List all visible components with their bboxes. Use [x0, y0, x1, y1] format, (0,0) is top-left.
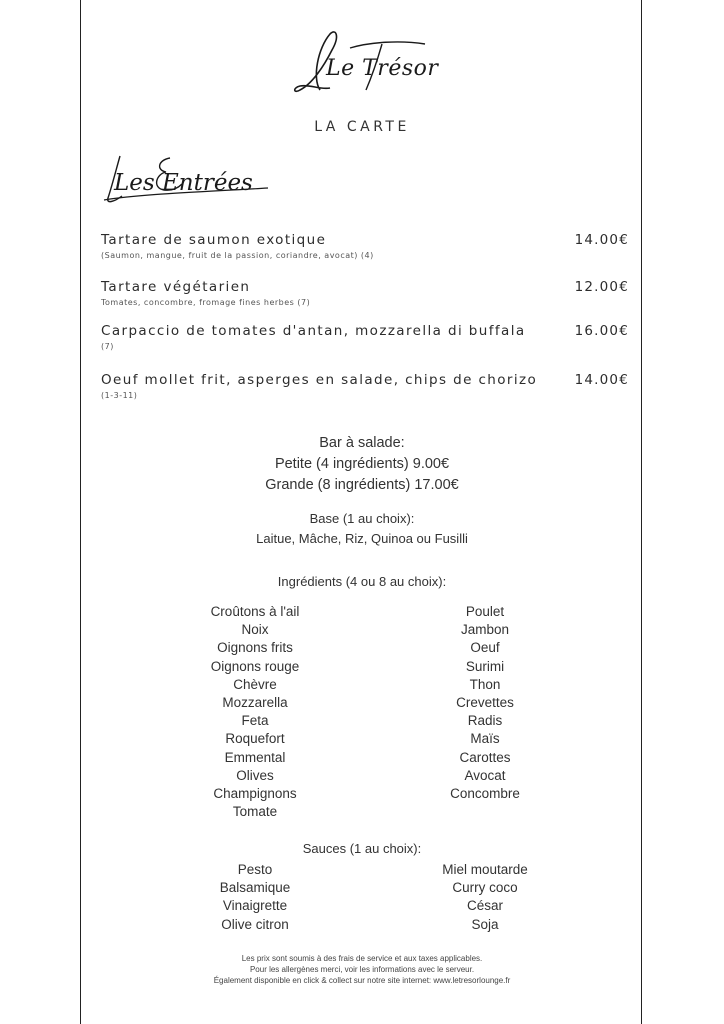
list-item: Surimi	[465, 658, 505, 674]
salad-large-price: Grande (8 ingrédients) 17.00€	[265, 477, 459, 493]
sauces-title	[0, 839, 724, 859]
dish-item	[101, 372, 629, 400]
salad-base	[0, 509, 724, 549]
sauces-title-text: Sauces (1 au choix):	[302, 841, 422, 856]
dish-price: 14.00€	[574, 372, 629, 388]
list-item: Champignons	[213, 786, 297, 802]
dish-item	[101, 232, 629, 260]
section-title-entrees	[100, 150, 280, 210]
footer-line: Également disponible en click & collect sur notre site internet: www.letresorlounge.fr	[213, 976, 511, 985]
list-item: Olives	[236, 767, 274, 783]
salad-small-price: Petite (4 ingrédients) 9.00€	[274, 456, 450, 472]
list-item: Oignons rouge	[210, 658, 300, 674]
list-item: Crevettes	[456, 695, 514, 711]
dish-description: Tomates, concombre, fromage fines herbes (7)	[101, 298, 311, 307]
ingredients-title	[0, 572, 724, 592]
dish-description: (Saumon, mangue, fruit de la passion, coriandre, avocat) (4)	[101, 251, 374, 260]
list-item: Mozzarella	[222, 695, 288, 711]
ingredients-right-column	[410, 603, 560, 803]
list-item: Poulet	[465, 604, 505, 619]
logo-text: Le Trésor	[326, 56, 439, 81]
list-item: Vinaigrette	[222, 898, 288, 914]
dish-price: 14.00€	[574, 232, 629, 248]
list-item: Olive citron	[221, 916, 289, 932]
list-item: Noix	[241, 622, 269, 638]
list-item: Croûtons à l'ail	[210, 604, 300, 619]
ingredients-left-column	[180, 603, 330, 821]
list-item: Emmental	[224, 749, 286, 765]
sauces-left-column	[180, 861, 330, 934]
list-item: Tomate	[232, 804, 278, 820]
list-item: Concombre	[450, 786, 520, 802]
footer-line: Les prix sont soumis à des frais de service et aux taxes applicables.	[241, 954, 483, 963]
list-item: Avocat	[464, 767, 506, 783]
list-item: Feta	[241, 713, 269, 729]
brand-logo	[290, 28, 440, 100]
list-item: Chèvre	[233, 676, 277, 692]
dish-item	[101, 279, 629, 307]
list-item: Pesto	[237, 862, 273, 877]
dish-description: (7)	[101, 342, 114, 351]
list-item: Thon	[469, 676, 501, 692]
base-items: Laitue, Mâche, Riz, Quinoa ou Fusilli	[256, 531, 468, 546]
list-item: Curry coco	[452, 880, 518, 896]
base-title: Base (1 au choix):	[309, 511, 415, 526]
dish-price: 16.00€	[574, 323, 629, 339]
dish-price: 12.00€	[574, 279, 629, 295]
salad-bar-pricing	[0, 433, 724, 496]
list-item: Miel moutarde	[442, 862, 528, 877]
list-item: Jambon	[460, 622, 510, 638]
ingredients-title-text: Ingrédients (4 ou 8 au choix):	[277, 574, 447, 589]
dish-name: Carpaccio de tomates d'antan, mozzarella di buffala	[101, 323, 526, 339]
list-item: Carottes	[459, 749, 511, 765]
footer-line: Pour les allergènes merci, voir les informations avec le serveur.	[249, 965, 475, 974]
list-item: Radis	[467, 713, 503, 729]
dish-description: (1-3-11)	[101, 391, 138, 400]
dish-name: Tartare végétarien	[101, 279, 251, 295]
list-item: Soja	[471, 916, 499, 932]
list-item: Oignons frits	[217, 640, 293, 656]
list-item: Roquefort	[225, 731, 285, 747]
dish-item	[101, 323, 629, 351]
list-item: César	[466, 898, 503, 914]
footer-notes	[0, 953, 724, 986]
salad-bar-title: Bar à salade:	[319, 435, 405, 451]
list-item: Oeuf	[470, 640, 500, 656]
list-item: Maïs	[470, 731, 500, 747]
sauces-right-column	[410, 861, 560, 934]
section-title-text: Les Entrées	[114, 170, 253, 196]
dish-name: Oeuf mollet frit, asperges en salade, chips de chorizo	[101, 372, 538, 388]
menu-label: LA CARTE	[314, 119, 410, 135]
dish-name: Tartare de saumon exotique	[101, 232, 327, 248]
list-item: Balsamique	[219, 880, 291, 896]
